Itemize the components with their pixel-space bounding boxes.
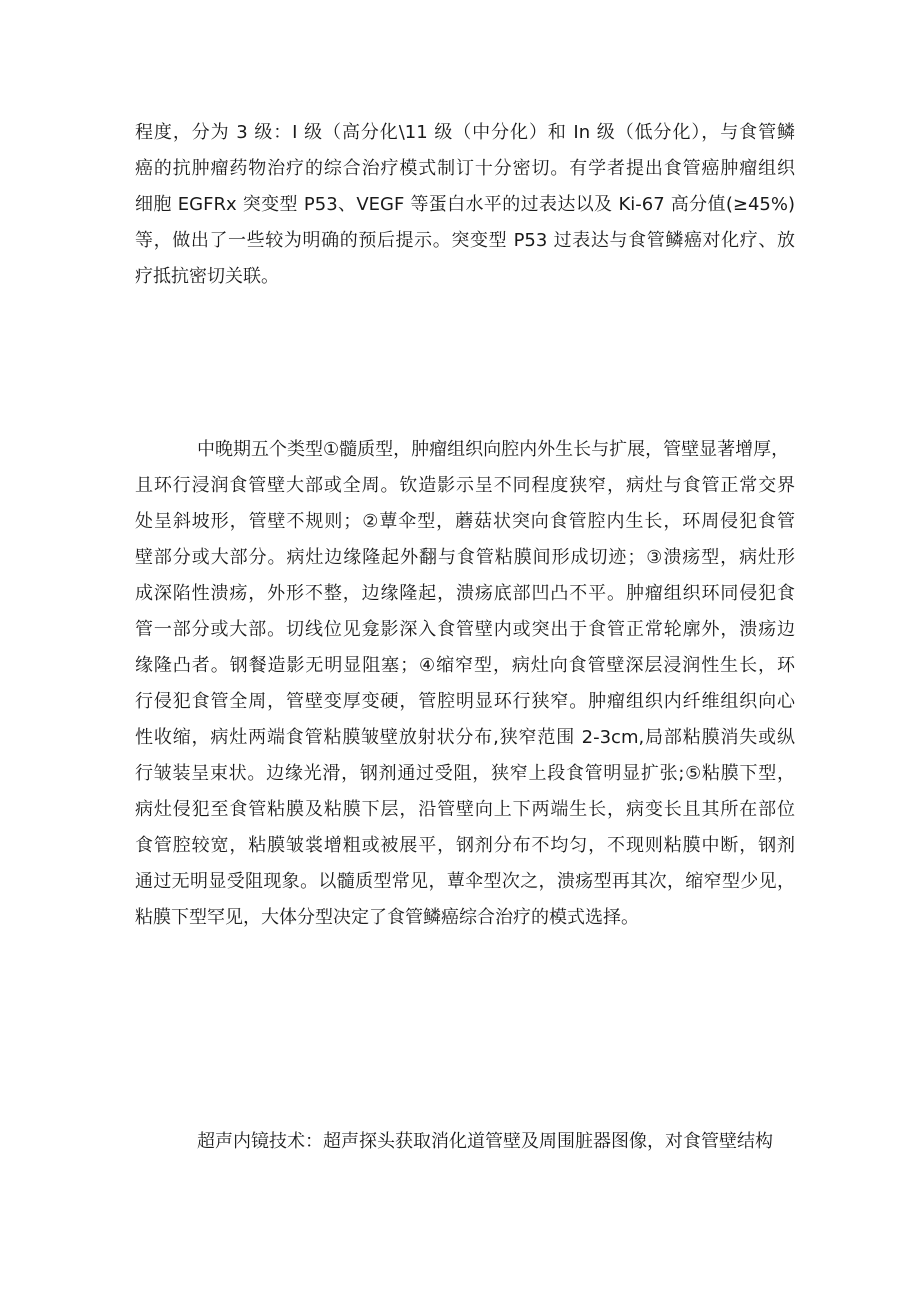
text-line: 且环行浸润食管壁大部或全周。钦造影示呈不同程度狭窄，病灶与食管正常交界 bbox=[135, 475, 795, 496]
text-line: 行皱装呈束状。边缘光滑，钢剂通过受阻，狭窄上段食管明显扩张;⑤粘膜下型， bbox=[135, 763, 795, 784]
text-line: 疗抵抗密切关联。 bbox=[135, 266, 279, 287]
paragraph-tumor-grading bbox=[135, 115, 795, 295]
text-line: 通过无明显受阻现象。以髓质型常见，蕈伞型次之，溃疡型再其次，缩窄型少见， bbox=[135, 871, 795, 892]
text-line: 癌的抗肿瘤药物治疗的综合治疗模式制订十分密切。有学者提出食管癌肿瘤组织 bbox=[135, 158, 795, 179]
text-line: 缘隆凸者。钢餐造影无明显阻塞；④缩窄型，病灶向食管壁深层浸润性生长，环 bbox=[135, 655, 795, 676]
text-line: 食管腔较宽，粘膜皱裳增粗或被展平，钢剂分布不均匀，不现则粘膜中断，钢剂 bbox=[135, 835, 795, 856]
paragraph-endoscopic-ultrasound bbox=[135, 1124, 795, 1160]
text-line: 行侵犯食管全周，管壁变厚变硬，管腔明显环行狭窄。肿瘤组织内纤维组织向心 bbox=[135, 691, 795, 712]
text-line: 处呈斜坡形，管壁不规则；②蕈伞型，蘑菇状突向食管腔内生长，环周侵犯食管 bbox=[135, 511, 795, 532]
text-line: 程度，分为 3 级：I 级（高分化\11 级（中分化）和 In 级（低分化），与食管鳞 bbox=[135, 122, 795, 143]
text-line: 粘膜下型罕见，大体分型决定了食管鳞癌综合治疗的模式选择。 bbox=[135, 907, 639, 928]
text-line: 等，做出了一些较为明确的预后提示。突变型 P53 过表达与食管鳞癌对化疗、放 bbox=[135, 230, 795, 251]
text-line: 成深陷性溃疡，外形不整，边缘隆起，溃疡底部凹凸不平。肿瘤组织环同侵犯食 bbox=[135, 583, 795, 604]
text-line: 细胞 EGFRx 突变型 P53、VEGF 等蛋白水平的过表达以及 Ki-67 高分值(≥45%) bbox=[135, 194, 795, 215]
text-line: 性收缩，病灶两端食管粘膜皱壁放射状分布,狭窄范围 2-3cm,局部粘膜消失或纵 bbox=[135, 727, 795, 748]
text-line: 病灶侵犯至食管粘膜及粘膜下层，沿管壁向上下两端生长，病变长且其所在部位 bbox=[135, 799, 795, 820]
text-line: 壁部分或大部分。病灶边缘隆起外翻与食管粘膜间形成切迹；③溃疡型，病灶形 bbox=[135, 547, 795, 568]
paragraph-advanced-types bbox=[135, 432, 795, 936]
text-line: 超声内镜技术：超声探头获取消化道管壁及周围脏器图像，对食管壁结构 bbox=[197, 1131, 773, 1152]
text-line: 管一部分或大部。切线位见龛影深入食管壁内或突出于食管正常轮廓外，溃疡边 bbox=[135, 619, 795, 640]
text-line: 中晚期五个类型①髓质型，肿瘤组织向腔内外生长与扩展，管壁显著增厚， bbox=[197, 439, 790, 460]
